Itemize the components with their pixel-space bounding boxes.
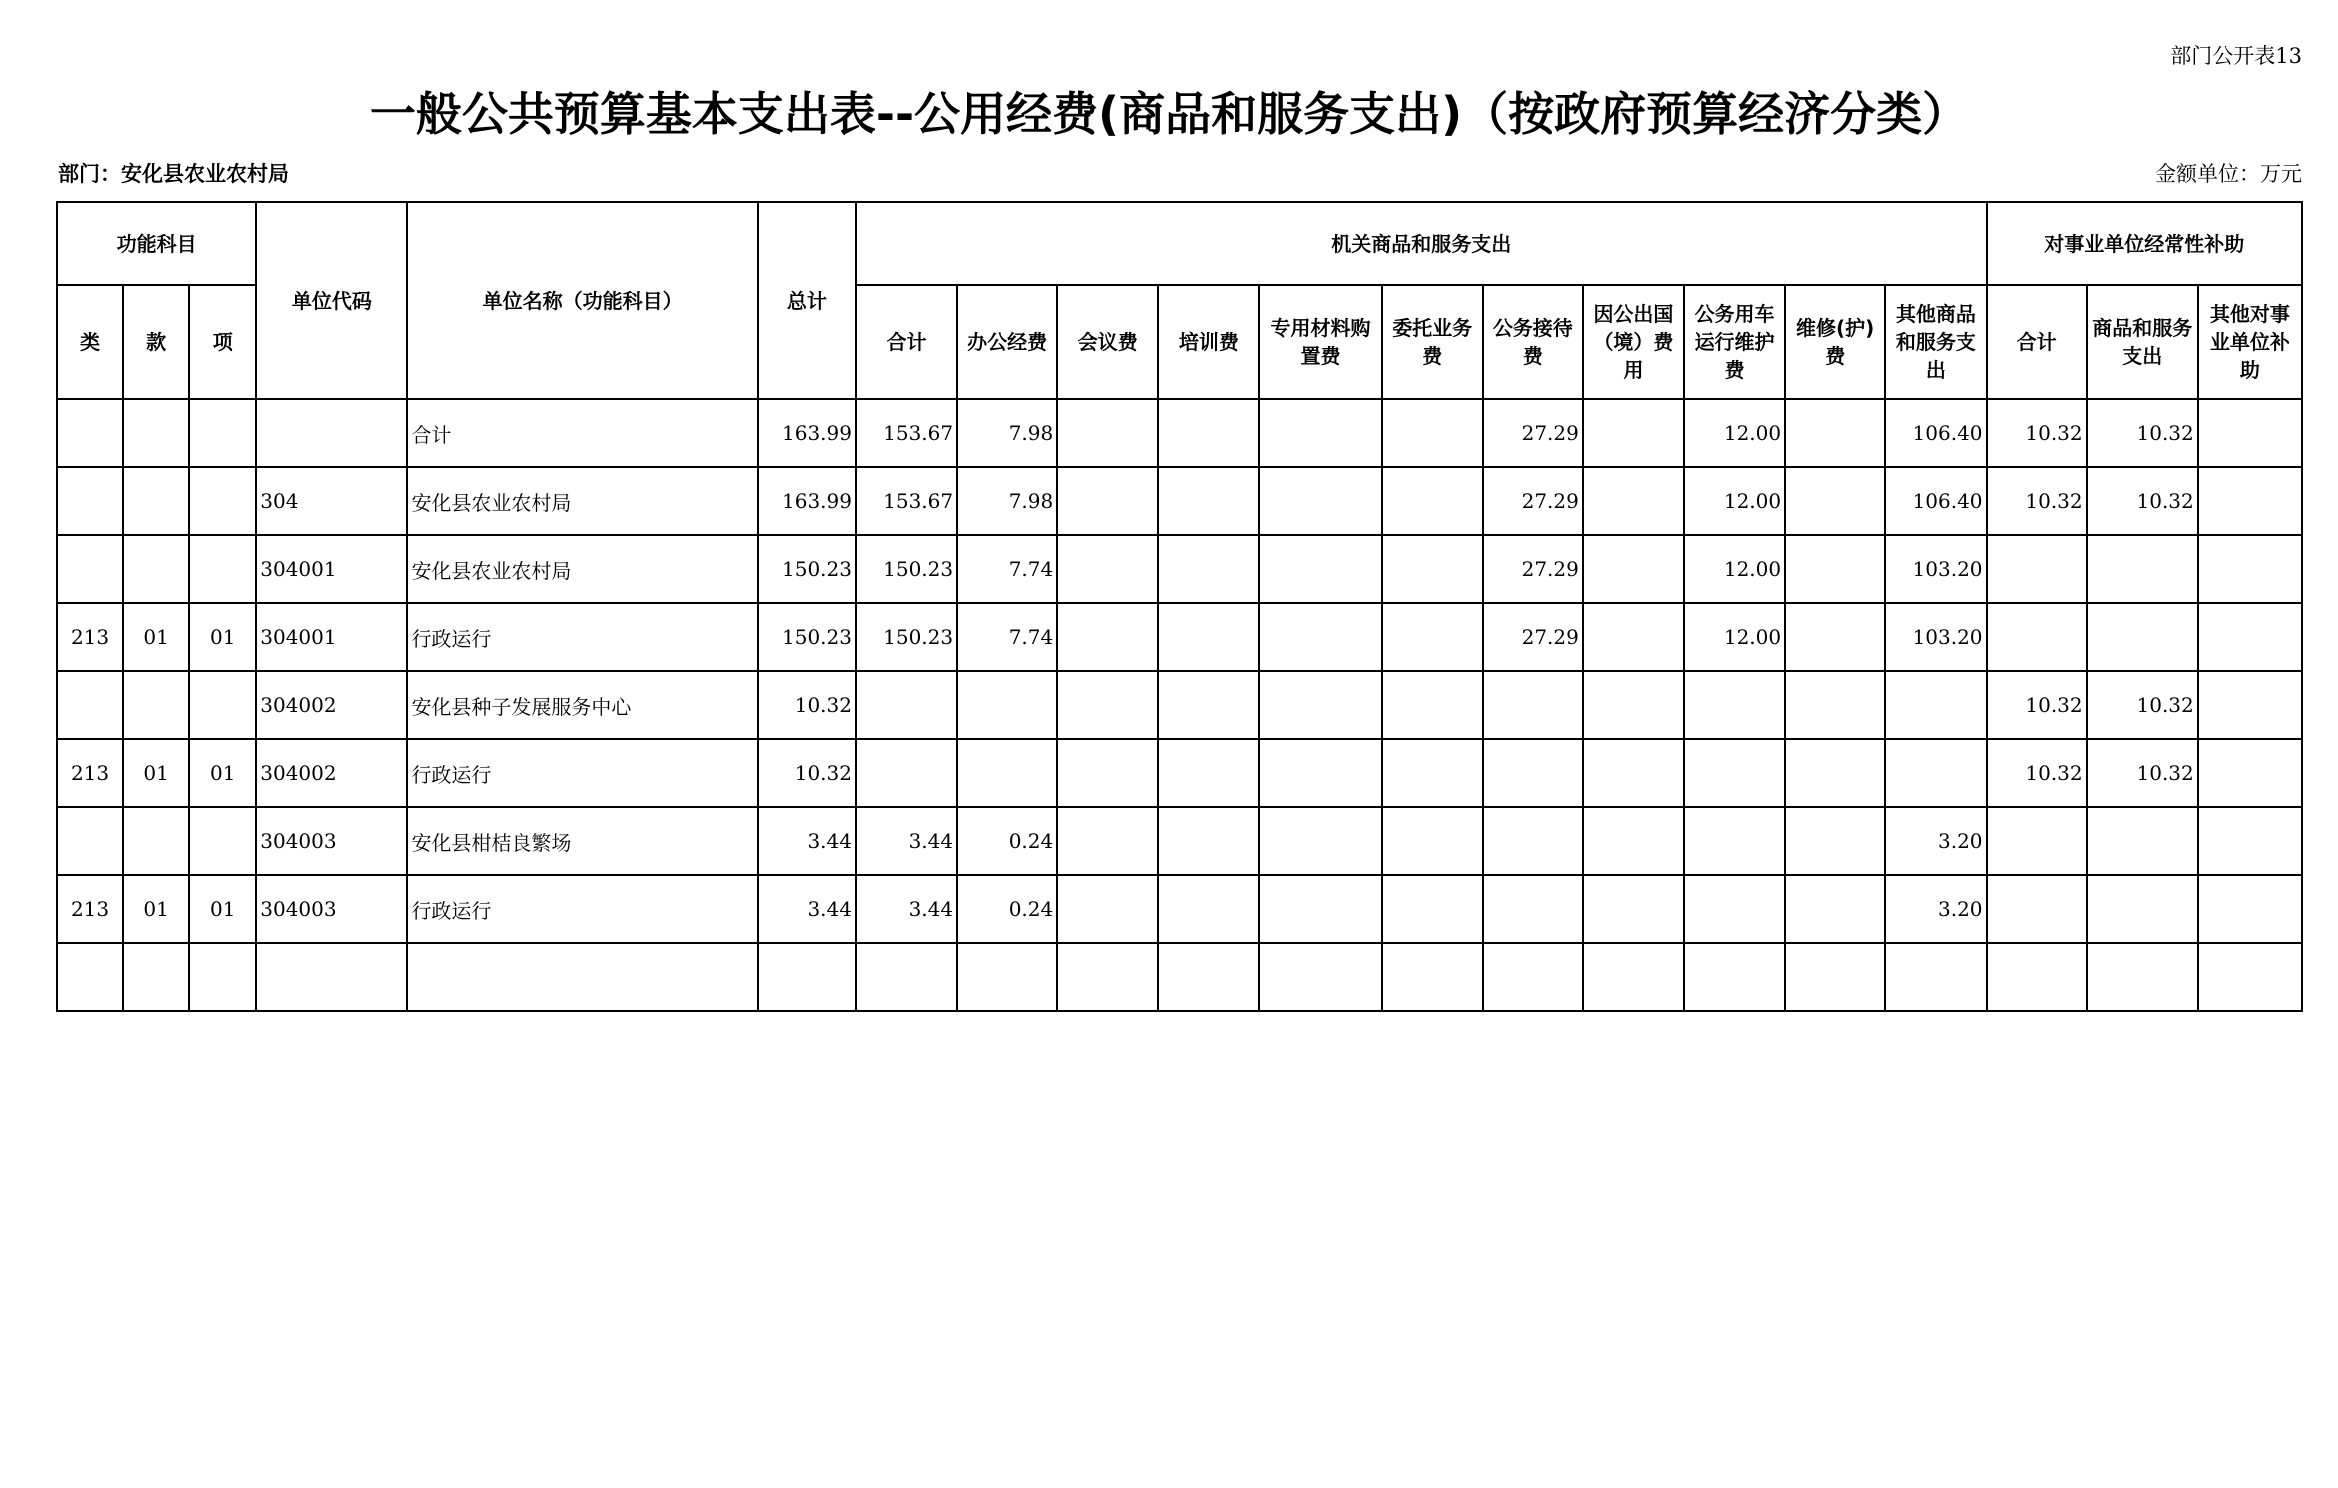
value-cell bbox=[1684, 943, 1785, 1011]
value-cell bbox=[1987, 943, 2087, 1011]
lei-cell: 213 bbox=[57, 603, 123, 671]
value-cell bbox=[2087, 943, 2198, 1011]
value-cell bbox=[1382, 807, 1483, 875]
value-cell: 10.32 bbox=[2087, 671, 2198, 739]
form-number: 部门公开表13 bbox=[2170, 44, 2302, 68]
unit-code-cell: 304002 bbox=[256, 671, 407, 739]
xiang-cell bbox=[189, 943, 256, 1011]
value-cell bbox=[856, 943, 957, 1011]
value-cell: 106.40 bbox=[1885, 467, 1986, 535]
value-cell bbox=[2198, 535, 2302, 603]
value-cell bbox=[1382, 603, 1483, 671]
kuan-cell bbox=[123, 535, 189, 603]
value-cell bbox=[2087, 603, 2198, 671]
subsidy-group-header: 对事业单位经常性补助 bbox=[1987, 202, 2302, 285]
kuan-header: 款 bbox=[123, 285, 189, 399]
value-cell: 10.32 bbox=[1987, 467, 2087, 535]
value-cell bbox=[1987, 807, 2087, 875]
value-cell bbox=[1885, 739, 1986, 807]
value-cell bbox=[1382, 739, 1483, 807]
value-cell: 10.32 bbox=[758, 671, 856, 739]
unit-name-cell: 安化县农业农村局 bbox=[407, 535, 757, 603]
value-cell bbox=[957, 739, 1057, 807]
value-cell bbox=[1684, 739, 1785, 807]
value-cell bbox=[2198, 875, 2302, 943]
amount-unit-label: 金额单位：万元 bbox=[2155, 162, 2302, 186]
value-cell bbox=[2087, 875, 2198, 943]
value-cell: 10.32 bbox=[758, 739, 856, 807]
value-cell bbox=[1057, 943, 1158, 1011]
unit-name-header: 单位名称（功能科目） bbox=[407, 202, 757, 399]
value-cell: 0.24 bbox=[957, 807, 1057, 875]
agency-col-header: 培训费 bbox=[1158, 285, 1259, 399]
table-row bbox=[57, 739, 2302, 807]
value-cell bbox=[957, 671, 1057, 739]
kuan-cell bbox=[123, 943, 189, 1011]
value-cell: 27.29 bbox=[1483, 399, 1583, 467]
unit-name-cell: 行政运行 bbox=[407, 875, 757, 943]
value-cell: 150.23 bbox=[758, 603, 856, 671]
value-cell: 10.32 bbox=[2087, 739, 2198, 807]
value-cell: 106.40 bbox=[1885, 399, 1986, 467]
agency-col-header: 公务用车运行维护费 bbox=[1684, 285, 1785, 399]
agency-col-header: 维修(护)费 bbox=[1785, 285, 1885, 399]
value-cell bbox=[1158, 671, 1259, 739]
xiang-cell bbox=[189, 399, 256, 467]
department-label: 部门：安化县农业农村局 bbox=[58, 162, 289, 186]
value-cell bbox=[1483, 671, 1583, 739]
value-cell bbox=[1885, 943, 1986, 1011]
value-cell bbox=[1259, 671, 1381, 739]
value-cell: 153.67 bbox=[856, 399, 957, 467]
xiang-cell bbox=[189, 807, 256, 875]
value-cell bbox=[1785, 875, 1885, 943]
value-cell: 12.00 bbox=[1684, 603, 1785, 671]
xiang-header: 项 bbox=[189, 285, 256, 399]
value-cell: 150.23 bbox=[856, 603, 957, 671]
value-cell bbox=[1158, 807, 1259, 875]
unit-name-cell: 合计 bbox=[407, 399, 757, 467]
value-cell bbox=[1259, 875, 1381, 943]
value-cell bbox=[1483, 807, 1583, 875]
value-cell bbox=[1057, 671, 1158, 739]
subsidy-col-header: 其他对事业单位补助 bbox=[2198, 285, 2302, 399]
value-cell bbox=[1583, 671, 1684, 739]
value-cell bbox=[957, 943, 1057, 1011]
agency-expense-group-header: 机关商品和服务支出 bbox=[856, 202, 1987, 285]
value-cell bbox=[1382, 943, 1483, 1011]
table-row bbox=[57, 399, 2302, 467]
agency-col-header: 委托业务费 bbox=[1382, 285, 1483, 399]
value-cell: 10.32 bbox=[2087, 467, 2198, 535]
value-cell bbox=[1483, 875, 1583, 943]
func-subject-header: 功能科目 bbox=[57, 202, 256, 285]
value-cell bbox=[1158, 399, 1259, 467]
lei-cell: 213 bbox=[57, 875, 123, 943]
value-cell bbox=[1583, 943, 1684, 1011]
lei-cell bbox=[57, 535, 123, 603]
value-cell: 12.00 bbox=[1684, 399, 1785, 467]
value-cell: 150.23 bbox=[758, 535, 856, 603]
value-cell bbox=[2198, 467, 2302, 535]
table-row bbox=[57, 671, 2302, 739]
xiang-cell: 01 bbox=[189, 875, 256, 943]
value-cell: 103.20 bbox=[1885, 535, 1986, 603]
lei-cell bbox=[57, 943, 123, 1011]
value-cell: 10.32 bbox=[2087, 399, 2198, 467]
value-cell bbox=[1259, 739, 1381, 807]
unit-code-cell bbox=[256, 399, 407, 467]
value-cell bbox=[1583, 603, 1684, 671]
agency-col-header: 公务接待费 bbox=[1483, 285, 1583, 399]
unit-code-cell: 304001 bbox=[256, 535, 407, 603]
table-row bbox=[57, 603, 2302, 671]
value-cell bbox=[1057, 603, 1158, 671]
value-cell bbox=[2087, 807, 2198, 875]
value-cell bbox=[2198, 807, 2302, 875]
kuan-cell: 01 bbox=[123, 875, 189, 943]
value-cell bbox=[1057, 467, 1158, 535]
value-cell bbox=[1785, 535, 1885, 603]
table-row bbox=[57, 943, 2302, 1011]
value-cell bbox=[1785, 671, 1885, 739]
kuan-cell: 01 bbox=[123, 603, 189, 671]
value-cell: 3.44 bbox=[758, 875, 856, 943]
value-cell bbox=[1583, 535, 1684, 603]
value-cell bbox=[2198, 603, 2302, 671]
value-cell bbox=[856, 739, 957, 807]
value-cell bbox=[1583, 875, 1684, 943]
value-cell bbox=[1987, 875, 2087, 943]
kuan-cell: 01 bbox=[123, 739, 189, 807]
unit-name-cell bbox=[407, 943, 757, 1011]
value-cell bbox=[1785, 943, 1885, 1011]
page-title: 一般公共预算基本支出表--公用经费(商品和服务支出)（按政府预算经济分类） bbox=[369, 87, 1969, 141]
value-cell bbox=[1057, 535, 1158, 603]
value-cell: 0.24 bbox=[957, 875, 1057, 943]
unit-code-cell: 304 bbox=[256, 467, 407, 535]
value-cell bbox=[1583, 739, 1684, 807]
budget-table bbox=[56, 201, 2303, 1012]
unit-name-cell: 安化县柑桔良繁场 bbox=[407, 807, 757, 875]
table-row bbox=[57, 535, 2302, 603]
value-cell bbox=[1785, 603, 1885, 671]
agency-col-header: 专用材料购置费 bbox=[1259, 285, 1381, 399]
value-cell bbox=[2198, 671, 2302, 739]
value-cell: 103.20 bbox=[1885, 603, 1986, 671]
value-cell bbox=[2198, 943, 2302, 1011]
value-cell bbox=[1259, 943, 1381, 1011]
value-cell: 12.00 bbox=[1684, 467, 1785, 535]
value-cell bbox=[1382, 399, 1483, 467]
value-cell bbox=[1987, 535, 2087, 603]
value-cell: 10.32 bbox=[1987, 671, 2087, 739]
xiang-cell bbox=[189, 535, 256, 603]
value-cell bbox=[1259, 467, 1381, 535]
xiang-cell: 01 bbox=[189, 739, 256, 807]
value-cell bbox=[1382, 875, 1483, 943]
value-cell: 163.99 bbox=[758, 467, 856, 535]
value-cell bbox=[1785, 467, 1885, 535]
value-cell bbox=[1259, 535, 1381, 603]
value-cell bbox=[1382, 671, 1483, 739]
xiang-cell: 01 bbox=[189, 603, 256, 671]
value-cell: 7.98 bbox=[957, 399, 1057, 467]
kuan-cell bbox=[123, 807, 189, 875]
value-cell bbox=[1987, 603, 2087, 671]
value-cell bbox=[1158, 603, 1259, 671]
value-cell bbox=[1583, 467, 1684, 535]
value-cell: 27.29 bbox=[1483, 467, 1583, 535]
value-cell: 7.74 bbox=[957, 535, 1057, 603]
agency-col-header: 合计 bbox=[856, 285, 957, 399]
kuan-cell bbox=[123, 467, 189, 535]
value-cell bbox=[1382, 467, 1483, 535]
agency-col-header: 办公经费 bbox=[957, 285, 1057, 399]
value-cell: 3.20 bbox=[1885, 875, 1986, 943]
value-cell: 150.23 bbox=[856, 535, 957, 603]
subsidy-col-header: 商品和服务支出 bbox=[2087, 285, 2198, 399]
value-cell bbox=[1057, 807, 1158, 875]
value-cell: 7.98 bbox=[957, 467, 1057, 535]
subsidy-col-header: 合计 bbox=[1987, 285, 2087, 399]
kuan-cell bbox=[123, 399, 189, 467]
value-cell: 12.00 bbox=[1684, 535, 1785, 603]
lei-cell bbox=[57, 467, 123, 535]
value-cell: 10.32 bbox=[1987, 739, 2087, 807]
value-cell bbox=[1583, 399, 1684, 467]
value-cell bbox=[1158, 467, 1259, 535]
agency-col-header: 因公出国（境）费用 bbox=[1583, 285, 1684, 399]
value-cell: 27.29 bbox=[1483, 535, 1583, 603]
lei-cell bbox=[57, 671, 123, 739]
value-cell bbox=[2087, 535, 2198, 603]
value-cell: 3.44 bbox=[856, 807, 957, 875]
value-cell bbox=[1158, 875, 1259, 943]
value-cell bbox=[856, 671, 957, 739]
value-cell bbox=[1885, 671, 1986, 739]
value-cell: 10.32 bbox=[1987, 399, 2087, 467]
value-cell bbox=[2198, 739, 2302, 807]
xiang-cell bbox=[189, 671, 256, 739]
value-cell bbox=[1483, 943, 1583, 1011]
table-row bbox=[57, 875, 2302, 943]
unit-code-header: 单位代码 bbox=[256, 202, 407, 399]
table-row bbox=[57, 467, 2302, 535]
value-cell bbox=[1158, 535, 1259, 603]
value-cell: 3.44 bbox=[758, 807, 856, 875]
table-row bbox=[57, 807, 2302, 875]
lei-cell: 213 bbox=[57, 739, 123, 807]
unit-name-cell: 行政运行 bbox=[407, 739, 757, 807]
value-cell: 153.67 bbox=[856, 467, 957, 535]
value-cell bbox=[2198, 399, 2302, 467]
value-cell bbox=[1057, 399, 1158, 467]
unit-code-cell: 304002 bbox=[256, 739, 407, 807]
unit-code-cell: 304003 bbox=[256, 807, 407, 875]
unit-code-cell: 304003 bbox=[256, 875, 407, 943]
value-cell bbox=[1057, 739, 1158, 807]
value-cell bbox=[758, 943, 856, 1011]
value-cell bbox=[1785, 739, 1885, 807]
value-cell bbox=[1382, 535, 1483, 603]
unit-name-cell: 安化县种子发展服务中心 bbox=[407, 671, 757, 739]
value-cell: 27.29 bbox=[1483, 603, 1583, 671]
unit-name-cell: 安化县农业农村局 bbox=[407, 467, 757, 535]
value-cell bbox=[1158, 739, 1259, 807]
agency-col-header: 会议费 bbox=[1057, 285, 1158, 399]
value-cell bbox=[1259, 399, 1381, 467]
value-cell: 163.99 bbox=[758, 399, 856, 467]
xiang-cell bbox=[189, 467, 256, 535]
value-cell bbox=[1483, 739, 1583, 807]
unit-code-cell bbox=[256, 943, 407, 1011]
kuan-cell bbox=[123, 671, 189, 739]
agency-col-header: 其他商品和服务支出 bbox=[1885, 285, 1986, 399]
value-cell bbox=[1259, 807, 1381, 875]
lei-cell bbox=[57, 399, 123, 467]
value-cell bbox=[1057, 875, 1158, 943]
value-cell bbox=[1684, 671, 1785, 739]
unit-code-cell: 304001 bbox=[256, 603, 407, 671]
value-cell: 7.74 bbox=[957, 603, 1057, 671]
value-cell bbox=[1684, 807, 1785, 875]
unit-name-cell: 行政运行 bbox=[407, 603, 757, 671]
total-header: 总计 bbox=[758, 202, 856, 399]
value-cell bbox=[1785, 807, 1885, 875]
value-cell bbox=[1583, 807, 1684, 875]
value-cell bbox=[1684, 875, 1785, 943]
value-cell: 3.44 bbox=[856, 875, 957, 943]
value-cell: 3.20 bbox=[1885, 807, 1986, 875]
value-cell bbox=[1785, 399, 1885, 467]
lei-header: 类 bbox=[57, 285, 123, 399]
lei-cell bbox=[57, 807, 123, 875]
value-cell bbox=[1158, 943, 1259, 1011]
value-cell bbox=[1259, 603, 1381, 671]
